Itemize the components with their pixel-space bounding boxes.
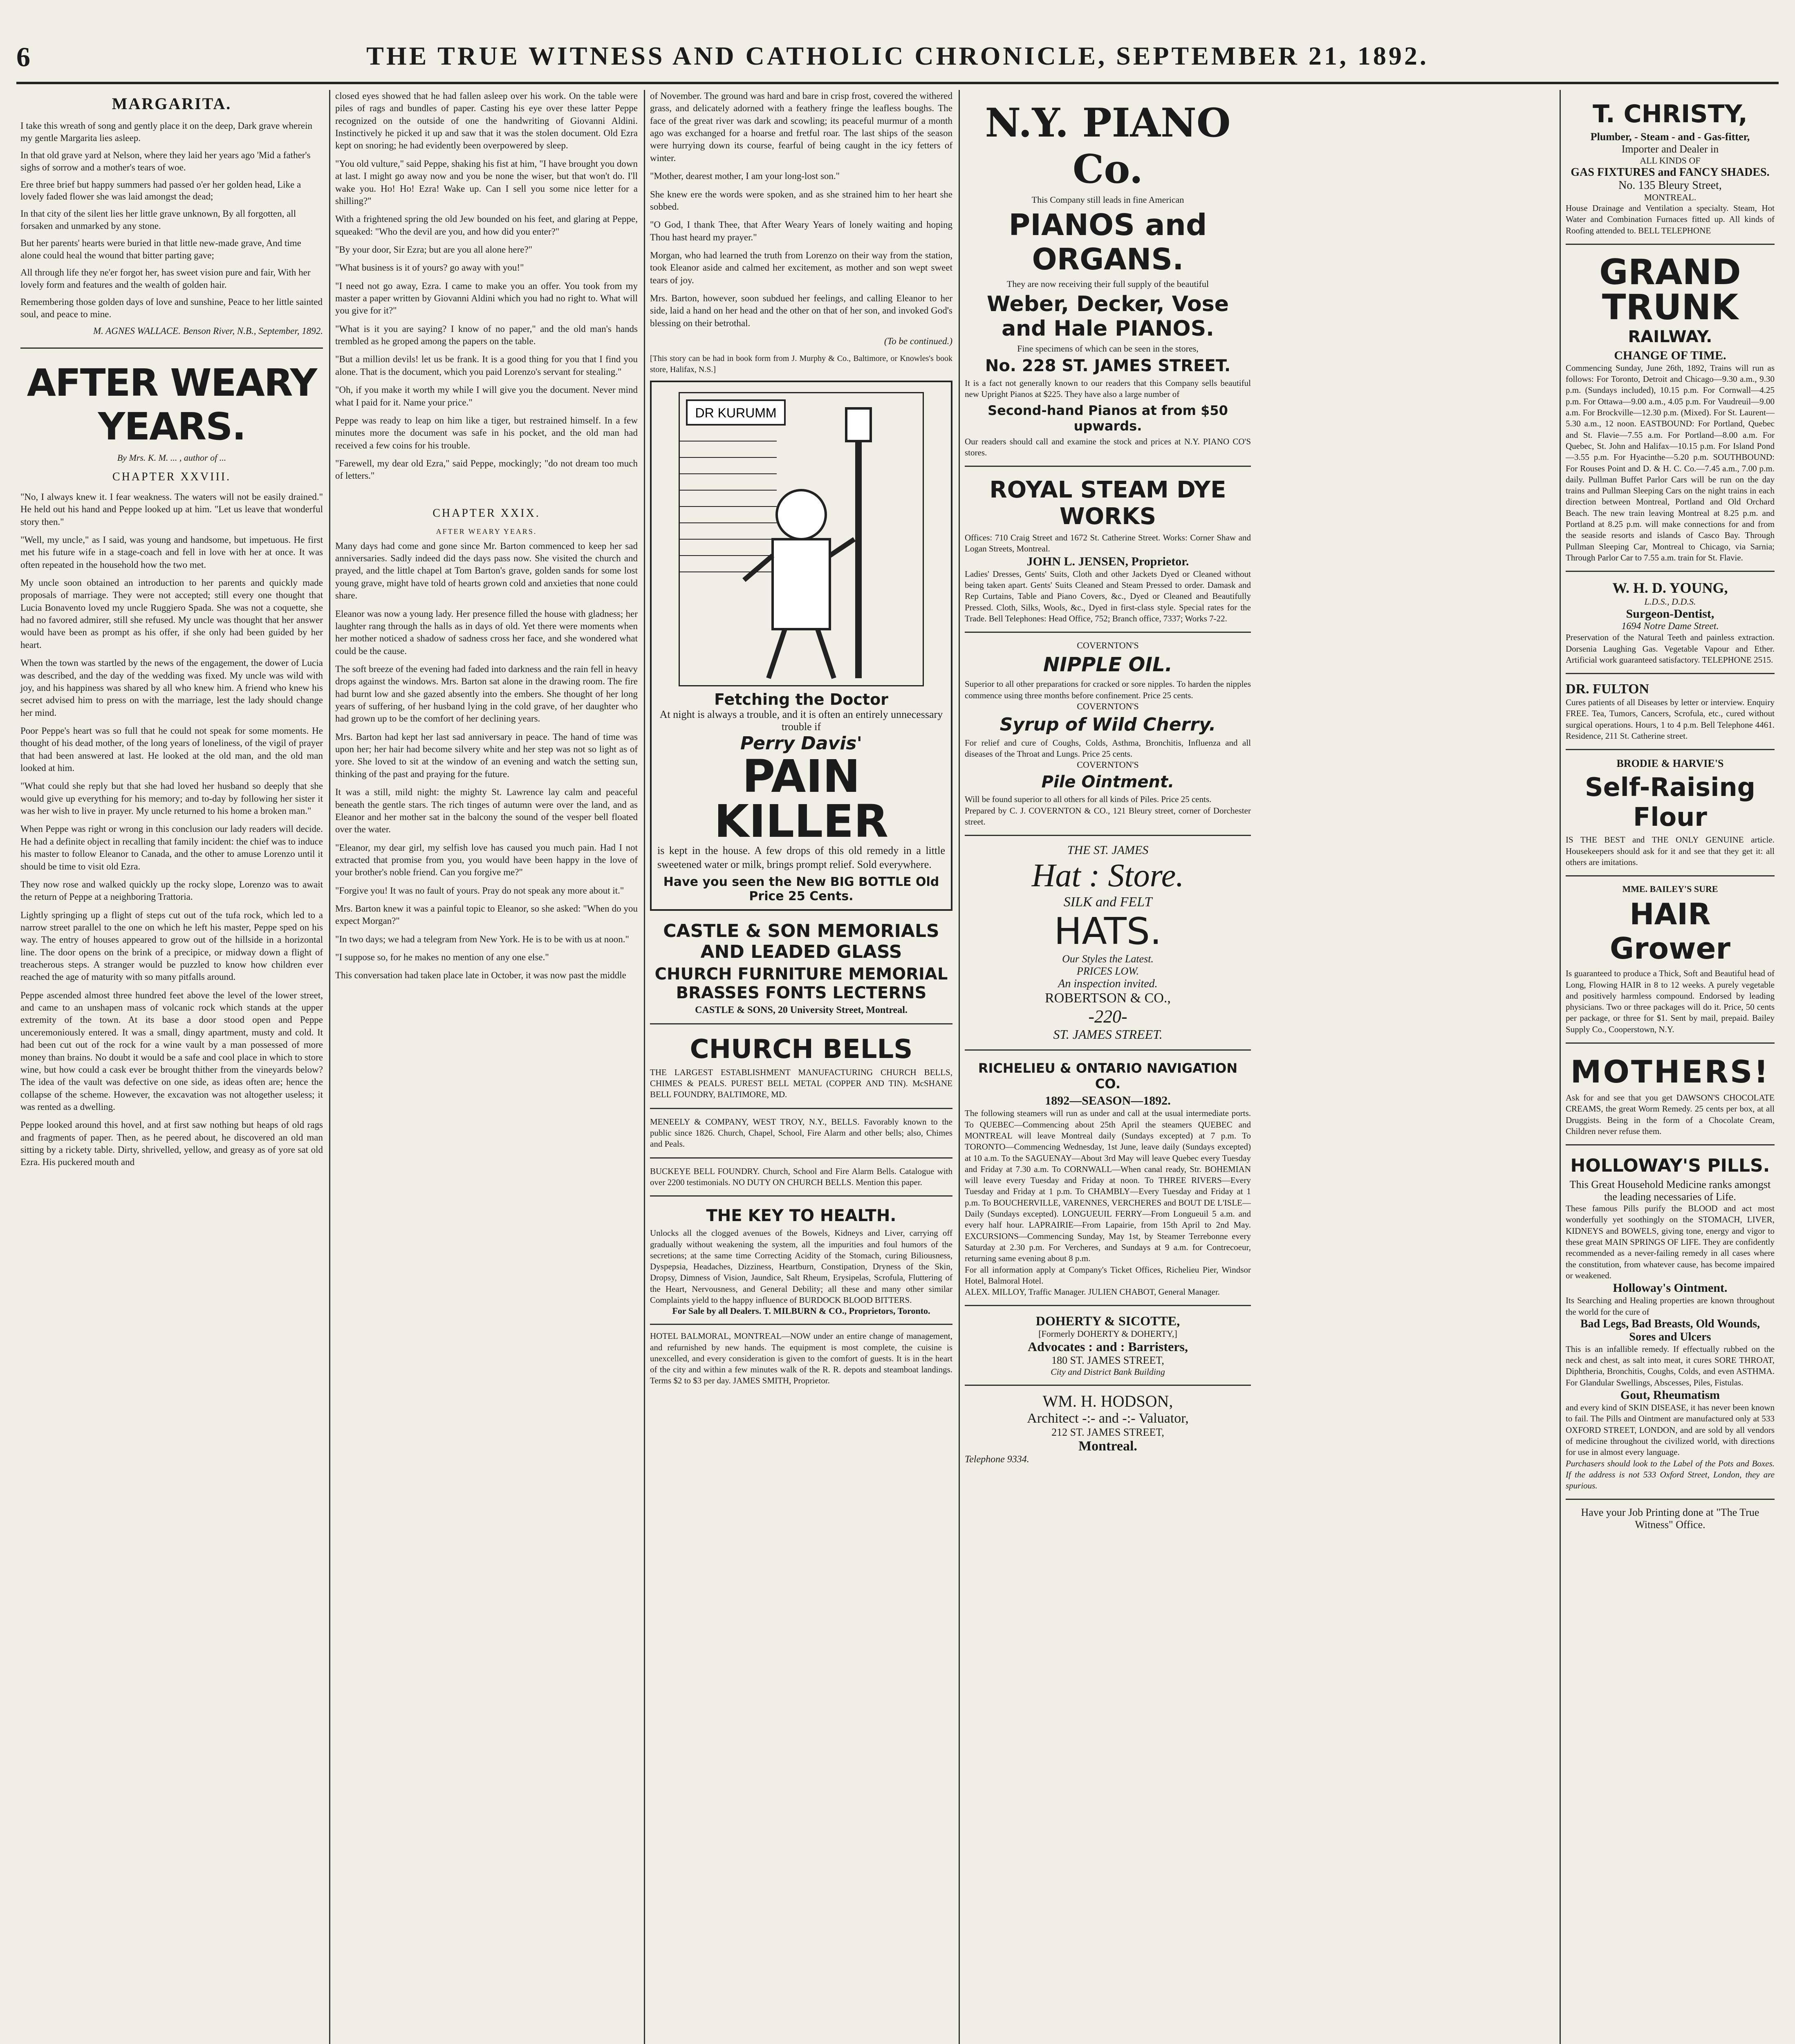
poem-stanza: Ere three brief but happy summers had passed o'er her golden head, Like a lovely faded flower she was laid amongst the dead;	[20, 179, 301, 202]
story-paragraph: When the town was startled by the news of the engagement, the dower of Lucia was described, and the day of the wedding was fixed. My uncle was wild with joy, and his happiness was shared by all who knew him. A friend who knew his secret advised him to press on with the marriage, lest the lady should change her mind.	[20, 658, 323, 718]
hodson-ad	[965, 1386, 1251, 1465]
dye-offices: Offices: 710 Craig Street and 1672 St. Catherine Street. Works: Corner Shaw and Logan Streets, Montreal.	[965, 533, 1251, 554]
hotel-notice: HOTEL BALMORAL, MONTREAL—NOW under an entire change of management, and refurnished by new hands. The equipment is most complete, the cuisine is unexcelled, and every consideration is given to the comfort of guests. It is in the heart of the city and within a few minutes walk of the R. R. depots and steamboat landings. Terms $2 to $3 per day. JAMES SMITH, Proprietor.	[650, 1331, 952, 1386]
story-paragraph: Peppe was ready to leap on him like a tiger, but restrained himself. In a few minutes more the document was safe in his pocket, and the old man had received a few coins for his trouble.	[335, 415, 638, 450]
piano-address: No. 228 ST. JAMES STREET.	[985, 356, 1231, 375]
christy-address: No. 135 Bleury Street,	[1618, 179, 1722, 192]
gout-text: and every kind of SKIN DISEASE, it has never been known to fail. The Pills and Ointment are manufactured only at 533 OXFORD STREET, LONDON, and are sold by all vendors of medicine throughout the civilized world, with directions for use in almost every language.	[1566, 1403, 1775, 1457]
hat-store-ad	[965, 836, 1251, 1051]
meneely-ad	[650, 1109, 952, 1159]
gt-title: GRAND TRUNK	[1599, 251, 1741, 328]
poem-stanza: In that city of the silent lies her little grave unknown, By all forgotten, all forsaken and unmarked by any stone.	[20, 208, 296, 231]
piano-sub: They are now receiving their full supply of the beautiful	[1006, 279, 1209, 289]
hat-number: -220-	[1088, 1006, 1127, 1027]
ad-headline: Fetching the Doctor	[714, 690, 888, 709]
printing-note: Have your Job Printing done at "The True Witness" Office.	[1581, 1506, 1759, 1531]
story-paragraph: of November. The ground was hard and bare in crisp frost, covered the withered grass, and delicately adorned with a feathery fringe the leafless boughs. The face of the great river was dark and scowling; its peaceful murmur of a month ago was exchanged for a hoarse and fretful roar. The last ships of the season were hurrying down its course, fearful of being caught in the icy fetters of winter.	[650, 91, 952, 163]
piano-text: It is a fact not generally known to our readers that this Company sells beautiful new Upright Pianos at $225. They have also a large number of	[965, 378, 1251, 399]
covernton-text: Superior to all other preparations for cracked or sore nipples. To harden the nipples commence using three months before confinement. Price 25 cents.	[965, 679, 1251, 700]
brodie-text: IS THE BEST and THE ONLY GENUINE article. Housekeepers should ask for it and see that they get it: all others are imitations.	[1566, 835, 1775, 867]
brodie-title: BRODIE & HARVIE'S	[1616, 758, 1724, 770]
hodson-city: Montreal.	[1078, 1439, 1137, 1454]
law-building: City and District Bank Building	[1051, 1367, 1165, 1377]
story-paragraph: "No, I always knew it. I fear weakness. The waters will not be easily drained." He held out his hand and Peppe looked up at him. "Let us leave that wonderful story then."	[20, 491, 323, 527]
story-paragraph: "Well, my uncle," as I said, was young and handsome, but impetuous. He first met his future wife in a stage-coach and fell in love with her at once. It was often repeated in the household how the two met.	[20, 534, 323, 570]
page-header	[16, 41, 1779, 78]
hat-prices: PRICES LOW.	[1076, 965, 1139, 977]
grand-trunk-ad	[1566, 245, 1775, 572]
chapter-subtitle: AFTER WEARY YEARS.	[436, 527, 537, 536]
story-paragraph: Mrs. Barton, however, soon subdued her feelings, and calling Eleanor to her side, laid a hand on her head and the other on that of her son, and invoked God's blessing on their betrothal.	[650, 293, 952, 328]
chapter-heading: CHAPTER XXIX.	[433, 507, 540, 520]
to-be-continued: (To be continued.)	[884, 336, 952, 347]
covernton-ad	[965, 633, 1251, 836]
hodson-role: Architect -:- and -:- Valuator,	[1027, 1411, 1189, 1426]
ad-body: is kept in the house. A few drops of this old remedy in a little sweetened water or milk, brings prompt relief. Sold everywhere.	[657, 845, 945, 871]
hair-grower: HAIR Grower	[1610, 897, 1730, 966]
piano-tag: This Company still leads in fine American	[1031, 195, 1184, 205]
story-paragraph: Mrs. Barton had kept her last sad anniversary in peace. The hand of time was upon her; her hair had become silvery white and her step was not so light as of yore. She loved to sit at the window of an evening and watch the setting sun, thinking of the past and praying for the future.	[335, 731, 638, 779]
poem-stanza: But her parents' hearts were buried in that little new-made grave, And time alone could heal the wound that bitter parting gave;	[20, 238, 301, 261]
bells-text: THE LARGEST ESTABLISHMENT MANUFACTURING CHURCH BELLS, CHIMES & PEALS. PUREST BELL METAL (COPPER AND TIN). McSHANE BELL FOUNDRY, BALTIMORE, MD.	[650, 1067, 952, 1100]
piano-logo: N.Y. PIANO Co.	[985, 100, 1231, 192]
brodie-flour: Self-Raising Flour	[1584, 772, 1756, 832]
hair-text: Is guaranteed to produce a Thick, Soft and Beautiful head of Long, Flowing HAIR in 8 to 12 weeks. A purely vegetable and positively harmless compound. Endorsed by leading physicians. Two or three packages will do it. Price, 50 cents per package, or three for $1. Sent by mail, prepaid. Bailey Supply Co., Cooperstown, N.Y.	[1566, 968, 1775, 1034]
page-number: 6	[16, 41, 30, 72]
nav-title: RICHELIEU & ONTARIO NAVIGATION CO.	[978, 1060, 1238, 1092]
story-paragraph: The soft breeze of the evening had faded into darkness and the rain fell in heavy drops against the windows. Mrs. Barton sat alone in the drawing room. The fire had burnt low and she gazed absently into the embers. She thought of her long years of suffering, of her husband lying in the cold grave, of her daughter who had grown up to be the comfort of her declining years.	[335, 663, 638, 724]
young-role: Surgeon-Dentist,	[1626, 607, 1714, 621]
poem-title: MARGARITA.	[112, 94, 232, 113]
health-ad	[650, 1197, 952, 1325]
young-title: L.D.S., D.D.S.	[1644, 596, 1696, 607]
meneely-text: MENEELY & COMPANY, WEST TROY, N.Y., BELLS. Favorably known to the public since 1826. Church, Chapel, School, Fire Alarm and other bells; also, Chimes and Peals.	[650, 1116, 952, 1149]
column-rule	[644, 90, 645, 2044]
holloway-ointment: Holloway's Ointment.	[1613, 1281, 1728, 1295]
dye-title: ROYAL STEAM DYE WORKS	[989, 477, 1226, 530]
law-firm: DOHERTY & SICOTTE,	[1035, 1313, 1180, 1329]
poem-stanza: All through life they ne'er forgot her, has sweet vision pure and fair, With her lovely form and features and the wealth of golden hair.	[20, 267, 311, 290]
christy-city: MONTREAL.	[1644, 192, 1696, 202]
covernton-product: Pile Ointment.	[1041, 773, 1174, 792]
poem-stanza: Remembering those golden days of love and sunshine, Peace to her little sainted soul, and peace to mine.	[20, 296, 323, 319]
hat-store: Hat : Store.	[1031, 858, 1184, 894]
column-rule	[329, 90, 330, 2044]
covernton-brand: COVERNTON'S	[1077, 760, 1139, 770]
covernton-foot: Prepared by C. J. COVERNTON & CO., 121 Bleury street, corner of Dorchester street.	[965, 805, 1251, 827]
story-note: [This story can be had in book form from J. Murphy & Co., Baltimore, or Knowles's book store, Halifax, N.S.]	[650, 354, 952, 374]
young-name: W. H. D. YOUNG,	[1612, 580, 1728, 596]
story-paragraph: "But a million devils! let us be frank. It is a good thing for you that I find you alone. That is the document, which you paid Lorenzo's servant for stealing."	[335, 354, 638, 377]
story-paragraph: "What is it you are saying? I know of no paper," and the old man's hands trembled as he groped among the papers on the table.	[335, 323, 638, 347]
navigation-ad	[965, 1051, 1251, 1306]
covernton-brand: COVERNTON'S	[1077, 640, 1139, 651]
story-paragraph: "O God, I thank Thee, that After Weary Years of lonely waiting and hoping Thou hast heard my prayer."	[650, 220, 952, 242]
story-paragraph: When Peppe was right or wrong in this conclusion our lady readers will decide. He had a definite object in recalling that family incident: the chief was to induce his master to follow Eleanor to Canada, and the other to amuse Lorenzo until it should be time to visit old Ezra.	[20, 824, 323, 872]
story-paragraph: Morgan, who had learned the truth from Lorenzo on their way from the station, took Eleanor aside and calmed her excitement, as mother and son wept sweet tears of joy.	[650, 250, 952, 285]
castle-title: CASTLE & SON MEMORIALS AND LEADED GLASS	[663, 920, 939, 962]
christy-sub: Importer and Dealer in	[1621, 143, 1719, 155]
poem	[20, 120, 323, 320]
pain-killer-ad	[650, 381, 952, 911]
covernton-product: Syrup of Wild Cherry.	[999, 714, 1216, 735]
story-paragraph: Eleanor was now a young lady. Her presence filled the house with gladness; her laughter rang through the halls as in days of old. Yet there were moments when her mother noticed a shadow of sadness cross her face, and she wondered what could be the cause.	[335, 608, 638, 656]
ad-text: At night is always a trouble, and it is often an entirely unnecessary trouble if	[659, 708, 943, 733]
hodson-telephone: Telephone 9334.	[965, 1454, 1029, 1465]
fulton-name: DR. FULTON	[1566, 681, 1649, 697]
story-paragraph: "Forgive you! It was no fault of yours. Pray do not speak any more about it."	[335, 885, 624, 896]
ad-brand: Perry Davis'	[740, 733, 862, 754]
hat-top: THE ST. JAMES	[1067, 843, 1149, 857]
story-title: AFTER WEARY YEARS.	[27, 361, 317, 448]
poem-signoff: M. AGNES WALLACE. Benson River, N.B., September, 1892.	[93, 326, 323, 336]
nav-info: For all information apply at Company's Ticket Offices, Richelieu Pier, Windsor Hotel, Balmoral Hotel.	[965, 1264, 1251, 1286]
hat-inspect: An inspection invited.	[1058, 977, 1158, 991]
piano-big: PIANOS and ORGANS.	[1008, 208, 1207, 276]
column-rule	[959, 90, 960, 2044]
hat-street: ST. JAMES STREET.	[1053, 1027, 1163, 1042]
story-paragraph: It was a still, mild night: the mighty St. Lawrence lay calm and peaceful beneath the gentle stars. The rich tinges of autumn were over the land, and as Eleanor and her mother sat in the balcony the sound of the vesper bell floated over the water.	[335, 787, 638, 835]
hodson-address: 212 ST. JAMES STREET,	[1051, 1426, 1164, 1439]
law-address: 180 ST. JAMES STREET,	[1051, 1354, 1164, 1367]
column-2	[331, 90, 642, 2044]
fulton-text: Cures patients of all Diseases by letter or interview. Enquiry FREE. Tea, Tumors, Cancers, Scrofula, etc., cured without surgical operations. Hours, 1 to 4 p.m. Bell Telephone 4461. Residence, 211 St. Catherine street.	[1566, 697, 1775, 741]
young-text: Preservation of the Natural Teeth and painless extraction. Dorsenia Laughing Gas. Vegetable Vapour and Ether. Artificial work guaranteed satisfactory. TELEPHONE 2515.	[1566, 632, 1775, 665]
holloway-title: HOLLOWAY'S PILLS.	[1570, 1155, 1770, 1177]
column-4-left	[965, 90, 1251, 2044]
story-paragraph: "I suppose so, for he makes no mention of any one else."	[335, 952, 549, 963]
story-paragraph: "By your door, Sir Ezra; but are you all alone here?"	[335, 244, 533, 255]
svg-text:DR KURUMM: DR KURUMM	[695, 406, 777, 421]
story-paragraph: Lightly springing up a flight of steps cut out of the tufa rock, which led to a narrow street parallel to the one on which he left his master, Peppe sped on his way. The entry of houses appeared to grow out of the hillside in a horizontal line. The door opens on the brink of a precipice, or midway down a flight of treacherous steps. A stranger would be puzzled to know how children ever reached the age of maturity with so many pitfalls around.	[20, 910, 323, 982]
gt-railway: RAILWAY.	[1628, 327, 1712, 346]
hat-styles: Our Styles the Latest.	[1062, 953, 1154, 965]
separator	[20, 347, 323, 349]
doctor-illustration	[679, 392, 924, 686]
gt-text: Commencing Sunday, June 26th, 1892, Trains will run as follows: For Toronto, Detroit and Chicago—9.30 a.m., 9.30 p.m. (Sundays included), 10.15 p.m. For Cornwall—4.25 p.m. For Ottawa—9.00 a.m., 4.05 p.m. For Vaudreuil—9.00 a.m. For Brockville—12.30 p.m. (Mixed). For St. Laurent—5.30 a.m., 12 noon. EASTBOUND: For Portland, Quebec and St. Flavie—7.55 a.m. For Portland—8.00 a.m. For Quebec, St. John and Halifax—10.15 p.m. For Island Pond—3.55 p.m. For Hyacinthe—5.20 p.m. SOUTHBOUND: For Rouses Point and D. & H. C. Co.—7.45 a.m., 7.00 p.m. daily. Pullman Buffet Parlor Cars will be run on the day trains and Pullman Sleeping Cars on the night trains in each direction between Montreal, Portland and Old Orchard Beach. The new train leaving Montreal at 8.25 p.m. and Portland at 8.25 p.m. will make connections for and from the seaside resorts and islands of Casco Bay. Through Pullman Sleeping Car, Montreal to Chicago, via Sarnia; Through Parlor Car to 7.55 a.m. train for St. Flavie.	[1566, 363, 1775, 563]
story-paragraph: "What could she reply but that she had loved her husband so deeply that she would give up everything for his memory; and to-day by following her sister it was her wish to live in prayer. My uncle returned to his home a broken man."	[20, 781, 323, 816]
story-paragraph: "Eleanor, my dear girl, my selfish love has caused you much pain. Had I not extracted that promise from you, you would have been happy in the love of your brother's noble friend. Can you forgive me?"	[335, 842, 638, 878]
story-paragraph: Peppe ascended almost three hundred feet above the level of the lower street, and came to an unshapen mass of volcanic rock which stands at the upper extremity of the town. At its base a door stood open and Peppe unceremoniously entered. It was a small, dingy apartment, musty and cold. It had been cut out of the rock for a wine vault by a man possessed of more money than brains. No doubt it would be a safe and cool place in which to store wine, but how could a cask ever be brought thither from the vineyards below? The idea of the vault was defective on one side, as ideas often are; hence the collapse of the scheme. However, the excavation was not altogether useless; it was rented as a dwelling.	[20, 990, 323, 1112]
story-paragraph: Poor Peppe's heart was so full that he could not speak for some moments. He thought of his dead mother, of the long years of loneliness, of the vigil of prayer that had been answered at last. He looked at the old man, and the old man looked at him.	[20, 725, 323, 773]
christy-trade: Plumber, - Steam - and - Gas-fitter,	[1590, 131, 1750, 143]
health-text: Unlocks all the clogged avenues of the Bowels, Kidneys and Liver, carrying off gradually without weakening the system, all the impurities and foul humors of the secretions; at the same time Correcting Acidity of the Stomach, curing Biliousness, Dyspepsia, Headaches, Dizziness, Heartburn, Constipation, Dryness of the Skin, Dropsy, Dimness of Vision, Jaundice, Salt Rheum, Erysipelas, Scrofula, Fluttering of the Heart, Nervousness, and General Debility; all these and many other similar Complaints yield to the happy influence of BURDOCK BLOOD BITTERS.	[650, 1228, 952, 1305]
story-paragraph: They now rose and walked quickly up the rocky slope, Lorenzo was to await the return of Peppe at a neighboring Trattoria.	[20, 879, 323, 902]
mothers-text: Ask for and see that you get DAWSON'S CHOCOLATE CREAMS, the great Worm Remedy. 25 cents per box, at all Druggists. Being in the form of a Chocolate Cream, Children never refuse them.	[1566, 1092, 1775, 1136]
chapter-heading: CHAPTER XXVIII.	[112, 470, 231, 483]
story-byline: By Mrs. K. M. ... , author of ...	[117, 452, 226, 463]
covernton-brand: COVERNTON'S	[1077, 701, 1139, 711]
nav-text: The following steamers will run as under and call at the usual intermediate ports. To QUEBEC—Commencing about 25th April the steamers QUEBEC and MONTREAL will leave Montreal daily (Sundays excepted) at 7 p.m. To TORONTO—Commencing Wednesday, 1st June, leave daily (Sundays excepted) at 10 a.m. To the SAGUENAY—About 3rd May will leave Quebec every Tuesday and Friday at 7.30 a.m. To CORNWALL—When canal ready, Str. BOHEMIAN will leave every Tuesday and Friday at noon. To THREE RIVERS—Every Tuesday and Friday at 1 p.m. To CHAMBLY—Every Tuesday and Friday at 1 p.m. To BOUCHERVILLE, VARENNES, VERCHERES and BOUT DE L'ISLE—Daily (Sundays excepted). LONGUEUIL FERRY—From Longueuil 5 a.m. and every half hour. LAPRAIRIE—From Lapairie, from 15th April to 2nd May. EXCURSIONS—Commencing Sunday, May 1st, by Steamer Terrebonne every Saturday at 2.30 p.m. For Vercheres, and Sundays at 9 a.m. for Contrecoeur, returning same evening about 8 p.m.	[965, 1108, 1251, 1264]
poem-stanza: In that old grave yard at Nelson, where they laid her years ago 'Mid a father's sighs of sorrow and a mother's tears of woe.	[20, 150, 311, 173]
church-furniture-title: CHURCH FURNITURE MEMORIAL BRASSES FONTS LECTERNS	[654, 964, 948, 1002]
christy-name: T. CHRISTY,	[1593, 100, 1748, 128]
dye-name: JOHN L. JENSEN, Proprietor.	[1026, 554, 1189, 568]
christy-text: House Drainage and Ventilation a specialty. Steam, Hot Water and Combination Furnaces fitted up. All kinds of Roofing attended to. BELL TELEPHONE	[1566, 203, 1775, 235]
story-paragraph: "What business is it of yours? go away with you!"	[335, 262, 524, 273]
buckeye-text: BUCKEYE BELL FOUNDRY. Church, School and Fire Alarm Bells. Catalogue with over 2200 testimonials. NO DUTY ON CHURCH BELLS. Mention this paper.	[650, 1166, 952, 1187]
piano-second: Second-hand Pianos at from $50 upwards.	[988, 402, 1228, 434]
column-5	[1562, 90, 1779, 2044]
story-paragraph: She knew ere the words were spoken, and as she strained him to her heart she sobbed.	[650, 189, 952, 212]
young-ad	[1566, 572, 1775, 674]
holloway-sub: This Great Household Medicine ranks amongst the leading necessaries of Life.	[1569, 1179, 1771, 1203]
holloway-ad	[1566, 1145, 1775, 1500]
story-paragraph: Peppe looked around this hovel, and at first saw nothing but heaps of old rags and fragments of paper. Then, as he peered about, he discovered an old man sitting by a rickety table. Dirty, shrivelled, yellow, and greasy as of yore sat old Ezra. His puckered mouth and	[20, 1120, 323, 1168]
christy-ad	[1566, 90, 1775, 245]
column-rule	[1560, 90, 1561, 2044]
dye-ad	[965, 467, 1251, 633]
hat-silk: SILK and FELT	[1063, 894, 1152, 910]
nav-season: 1892—SEASON—1892.	[1045, 1094, 1171, 1108]
holloway-ointment-text: Its Searching and Healing properties are known throughout the world for the cure of	[1566, 1295, 1775, 1317]
castle-ad	[650, 911, 952, 1024]
story-paragraph: Mrs. Barton knew it was a painful topic to Eleanor, so she asked: "When do you expect Morgan?"	[335, 903, 638, 926]
covernton-text: For relief and cure of Coughs, Colds, Asthma, Bronchitis, Influenza and all diseases of the Throat and Lungs. Price 25 cents.	[965, 737, 1251, 759]
story-paragraph: "I need not go away, Ezra. I came to make you an offer. You took from my master a paper written by Giovanni Aldini which you had no right to. What will you give for it?"	[335, 280, 638, 316]
fulton-ad	[1566, 674, 1775, 750]
piano-ad	[965, 90, 1251, 467]
gt-change: CHANGE OF TIME.	[1614, 348, 1726, 362]
piano-brands: Weber, Decker, Vose and Hale PIANOS.	[986, 292, 1229, 341]
story-paragraph: "Oh, if you make it worth my while I will give you the document. Never mind what I paid for it. Name your price."	[335, 385, 638, 408]
hat-hats: HATS.	[1054, 910, 1162, 953]
poem-stanza: I take this wreath of song and gently place it on the deep, Dark grave wherein my gentle Margarita lies asleep.	[20, 121, 313, 143]
ad-footer: Have you seen the New BIG BOTTLE Old Price 25 Cents.	[663, 874, 939, 903]
brodie-ad	[1566, 750, 1775, 876]
story-paragraph: "In two days; we had a telegram from New York. He is to be with us at noon."	[335, 934, 629, 944]
purchasers-note: Purchasers should look to the Label of the Pots and Boxes. If the address is not 533 Oxford Street, London, they are spurious.	[1566, 1458, 1775, 1491]
law-former: [Formerly DOHERTY & DOHERTY,]	[1038, 1329, 1177, 1339]
bells-title: CHURCH BELLS	[690, 1034, 913, 1065]
gout-title: Gout, Rheumatism	[1620, 1388, 1720, 1402]
story-paragraph: With a frightened spring the old Jew bounded on his feet, and glaring at Peppe, squeaked: "Who the devil are you, and how did you enter?"	[335, 214, 638, 237]
story-paragraph: This conversation had taken place late in October, it was now past the middle	[335, 970, 626, 981]
dye-text: Ladies' Dresses, Gents' Suits, Cloth and other Jackets Dyed or Cleaned without being taken apart. Gents' Suits Cleaned and Steam Pressed to order. Damask and Rep Curtains, Table and Piano Covers, &c., Dyed or Cleaned and Beautifully Pressed. Cloth, Silks, Wools, &c., Dyed in first-class style. Special rates for the Trade. Bell Telephones: Head Office, 752; Branch office, 7337; Works 7-22.	[965, 569, 1251, 623]
ad-product: PAIN KILLER	[714, 750, 889, 848]
covernton-product: NIPPLE OIL.	[1043, 653, 1172, 677]
nav-sign: ALEX. MILLOY, Traffic Manager. JULIEN CHABOT, General Manager.	[965, 1287, 1220, 1297]
holloway-bad-text: This is an infallible remedy. If effectually rubbed on the neck and chest, as salt into meat, it cures SORE THROAT, Diphtheria, Bronchitis, Coughs, Colds, and even ASTHMA. For Glandular Swellings, Abscesses, Piles, Fistulas.	[1566, 1344, 1775, 1387]
mothers-ad	[1566, 1044, 1775, 1145]
health-footer: For Sale by all Dealers. T. MILBURN & CO., Proprietors, Toronto.	[672, 1306, 930, 1316]
bells-ad	[650, 1024, 952, 1109]
story-paragraph: closed eyes showed that he had fallen asleep over his work. On the table were piles of rags and bundles of paper. Casting his eye over these latter Peppe recognized on the outside of one the handwriting of Giovanni Aldini. Instinctively he picked it up and saw that it was the stolen document. Old Ezra kept on snoring; he had evidently been overpowered by sleep.	[335, 91, 638, 151]
covernton-text: Will be found superior to all others for all kinds of Piles. Price 25 cents.	[965, 794, 1212, 805]
law-role: Advocates : and : Barristers,	[1028, 1339, 1188, 1354]
hair-brand: MME. BAILEY'S SURE	[1622, 884, 1718, 894]
column-4	[961, 90, 1557, 2044]
story-paragraph: My uncle soon obtained an introduction to her parents and quickly made proposals of marriage. They were not accepted; still every one thought that Lucia Bonavento loved my uncle Ruggiero Spada. She was not a coquette, she had no favored admirer, still she refused. My uncle was thought that her answer would have been as prompt as his offer, if she only had been guided by her heart.	[20, 577, 323, 650]
holloway-bad: Bad Legs, Bad Breasts, Old Wounds, Sores and Ulcers	[1580, 1317, 1760, 1343]
hair-grower-ad	[1566, 876, 1775, 1044]
christy-gas: GAS FIXTURES and FANCY SHADES.	[1571, 166, 1770, 179]
holloway-text: These famous Pills purify the BLOOD and act most wonderfully yet soothingly on the STOMACH, LIVER, KIDNEYS and BOWELS, giving tone, energy and vigor to these great MAIN SPRINGS OF LIFE. They are confidently recommended as a never-failing remedy in all cases where the constitution, from whatever cause, has become impaired or weakened.	[1566, 1204, 1775, 1280]
story-paragraph: "You old vulture," said Peppe, shaking his fist at him, "I have brought you down at last. I might go away now and you be none the wiser, but that won't do. I'll wake you. Ho! Ho! Ezra! Wake up. Can I sell you some nice letter for a shilling?"	[335, 158, 638, 206]
story-paragraph: Many days had come and gone since Mr. Barton commenced to keep her sad anniversaries. Sadly indeed did the days pass now. She visited the church and prayed, and the little chapel at Tom Barton's grave, golden sands for some lost young grave, might have told of hearts grown cold and anxieties that none could share.	[335, 540, 638, 601]
header-rule	[16, 82, 1779, 84]
buckeye-ad	[650, 1159, 952, 1197]
castle-address: CASTLE & SONS, 20 University Street, Montreal.	[695, 1004, 908, 1015]
piano-fine: Fine specimens of which can be seen in the stores,	[1017, 343, 1199, 354]
piano-foot: Our readers should call and examine the stock and prices at N.Y. PIANO CO'S stores.	[965, 436, 1251, 457]
hodson-name: WM. H. HODSON,	[1042, 1392, 1173, 1411]
column-1	[16, 90, 327, 2044]
hat-firm: ROBERTSON & CO.,	[1045, 991, 1171, 1006]
mothers-title: MOTHERS!	[1570, 1053, 1770, 1090]
story-paragraph: "Farewell, my dear old Ezra," said Peppe, mockingly; "do not dream too much of letters."	[335, 458, 638, 481]
health-title: THE KEY TO HEALTH.	[706, 1206, 896, 1226]
masthead: THE TRUE WITNESS AND CATHOLIC CHRONICLE, SEPTEMBER 21, 1892.	[366, 41, 1429, 70]
story-paragraph: "Mother, dearest mother, I am your long-lost son."	[650, 171, 840, 182]
column-3	[646, 90, 957, 2044]
young-address: 1694 Notre Dame Street.	[1621, 621, 1719, 632]
christy-all: ALL KINDS OF	[1640, 155, 1701, 166]
law-ad	[965, 1306, 1251, 1386]
